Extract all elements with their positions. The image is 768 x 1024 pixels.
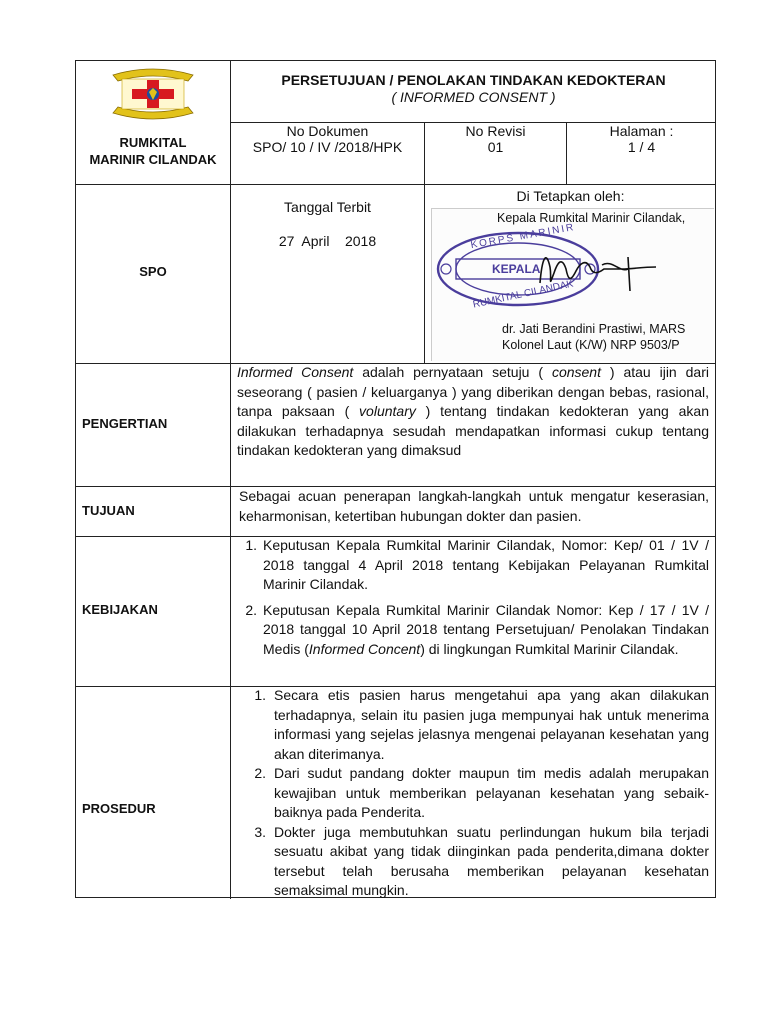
nama-text: dr. Jati Berandini Prastiwi, MARS <box>502 322 686 336</box>
pengertian-text-b: ) atau ijin dari seseorang ( pasien / keluarganya ) yang diberikan dengan bebas, rasional, tanpa paksaan ( <box>237 364 709 419</box>
pangkat-text: Kolonel Laut (K/W) NRP 9503/P <box>502 338 680 352</box>
prosedur-item-3: 3. Dokter juga membutuhkan suatu perlindungan hukum bila terjadi sesuatu akibat yang tidak diinginkan pada penderita,dimana dokter tersebut telah berusaha memberikan pelayanan kesehatan semaksimal mungkin. <box>236 823 709 901</box>
ditetapkan-cell <box>425 185 716 363</box>
no-revisi-value: 01 <box>487 139 504 155</box>
signature-icon <box>532 239 692 299</box>
signature-scan <box>431 208 714 361</box>
kebijakan-label: KEBIJAKAN <box>82 602 158 617</box>
pengertian-label: PENGERTIAN <box>82 416 168 431</box>
document-subtitle: ( INFORMED CONSENT ) <box>391 89 556 105</box>
kebijakan-item-1: 1. Keputusan Kepala Rumkital Marinir Cilandak, Nomor: Kep/ 01 / 1V / 2018 tanggal 4 April 2018 tentang Kebijakan Pelayanan Rumkital Marinir Cilandak. <box>231 536 709 595</box>
no-dokumen-value: SPO/ 10 / IV /2018/HPK <box>252 139 403 155</box>
hospital-name-line2: MARINIR CILANDAK <box>89 152 217 167</box>
prosedur-label: PROSEDUR <box>82 801 156 816</box>
stamp-top-text: KORPS MARINIR <box>469 221 577 252</box>
prosedur-item-3-text: Dokter juga membutuhkan suatu perlindungan hukum bila terjadi sesuatu akibat yang tidak diinginkan pada penderita,dimana dokter tersebut telah berusaha memberikan pelayanan kesehatan semaksimal mungkin. <box>274 823 709 898</box>
tanggal-cell <box>231 199 424 249</box>
logo-cell <box>76 61 230 184</box>
prosedur-list <box>236 686 709 901</box>
stamp-mid-text: KEPALA <box>492 262 541 276</box>
stamp-bottom-text: RUMKITAL CILANDAK <box>471 278 575 311</box>
prosedur-item-2-text: Dari sudut pandang dokter maupun tim medis adalah merupakan kewajiban untuk memberikan pelayanan kesehatan yang sebaik-baiknya pada Penderita. <box>274 765 709 820</box>
document-title: PERSETUJUAN / PENOLAKAN TINDAKAN KEDOKTERAN <box>281 72 666 88</box>
tujuan-text: Sebagai acuan penerapan langkah-langkah untuk mengatur keserasian, keharmonisan, ketertiban hubungan dokter dan pasien. <box>239 488 709 524</box>
kebijakan-item-2-text-a: Keputusan Kepala Rumkital Marinir Cilandak Nomor: Kep / 17 / 1V / 2018 tanggal 10 April 2018 tentang Persetujuan/ Penolakan Tindakan Medis ( <box>263 601 709 657</box>
halaman-value: 1 / 4 <box>627 139 656 155</box>
consent-term: consent <box>551 364 601 380</box>
title-cell <box>231 72 716 105</box>
ditetapkan-label: Di Tetapkan oleh: <box>516 188 625 204</box>
informed-consent-term: Informed Consent <box>237 364 354 380</box>
prosedur-item-2: 2. Dari sudut pandang dokter maupun tim medis adalah merupakan kewajiban untuk memberikan pelayanan kesehatan yang sebaik-baiknya pada Penderita. <box>236 764 709 823</box>
kebijakan-item-2: 2. Keputusan Kepala Rumkital Marinir Cilandak Nomor: Kep / 17 / 1V / 2018 tanggal 10 April 2018 tentang Persetujuan/ Penolakan Tindakan Medis (Informed Concent) di lingkungan Rumkital Marinir Cilandak. <box>245 601 709 657</box>
spo-document-table <box>75 60 716 898</box>
jabatan-text: Kepala Rumkital Marinir Cilandak, <box>497 211 686 225</box>
kebijakan-list <box>231 535 709 659</box>
pengertian-text-a: adalah pernyataan setuju ( <box>353 364 552 380</box>
no-revisi-label: No Revisi <box>465 123 526 139</box>
kebijakan-item-1-text: Keputusan Kepala Rumkital Marinir Cilandak, Nomor: Kep/ 01 / 1V / 2018 tanggal 4 April 2018 tentang Kebijakan Pelayanan Rumkital Marinir Cilandak. <box>263 537 709 592</box>
kebijakan-item-2-text-b: ) di lingkungan Rumkital Marinir Cilandak. <box>420 640 679 657</box>
prosedur-item-1: 1. Secara etis pasien harus mengetahui apa yang akan dilakukan terhadapnya, selain itu pasien juga mempunyai hak untuk menerima informasi yang sejelas jelasnya mengenai pelayanan kesehatan yang akan diterimanya. <box>236 686 709 764</box>
tanggal-terbit-label: Tanggal Terbit <box>284 199 371 215</box>
informed-concent-term: Informed Concent <box>308 640 421 657</box>
no-dokumen-label: No Dokumen <box>286 123 369 139</box>
prosedur-item-1-text: Secara etis pasien harus mengetahui apa yang akan dilakukan terhadapnya, selain itu pasien juga mempunyai hak untuk menerima informasi yang sejelas jelasnya mengenai pelayanan kesehatan yang akan diterimanya. <box>274 687 709 762</box>
halaman-cell <box>567 123 716 155</box>
no-dokumen-cell <box>231 123 424 155</box>
pengertian-text-c: ) tentang tindakan kedokteran yang akan dilakukan terhadapnya sesudah mendapatkan informasi cukup tentang tindakan kedokteran yang dimaksud <box>237 403 709 458</box>
halaman-label: Halaman : <box>609 123 674 139</box>
hospital-name-line1: RUMKITAL <box>119 135 187 150</box>
tanggal-terbit-value: 27 April 2018 <box>278 233 377 249</box>
pengertian-text <box>237 363 709 461</box>
no-revisi-cell <box>425 123 566 155</box>
voluntary-term: voluntary <box>359 403 416 419</box>
spo-label: SPO <box>139 264 167 279</box>
tujuan-label: TUJUAN <box>82 503 135 518</box>
hospital-logo-icon <box>108 65 198 123</box>
